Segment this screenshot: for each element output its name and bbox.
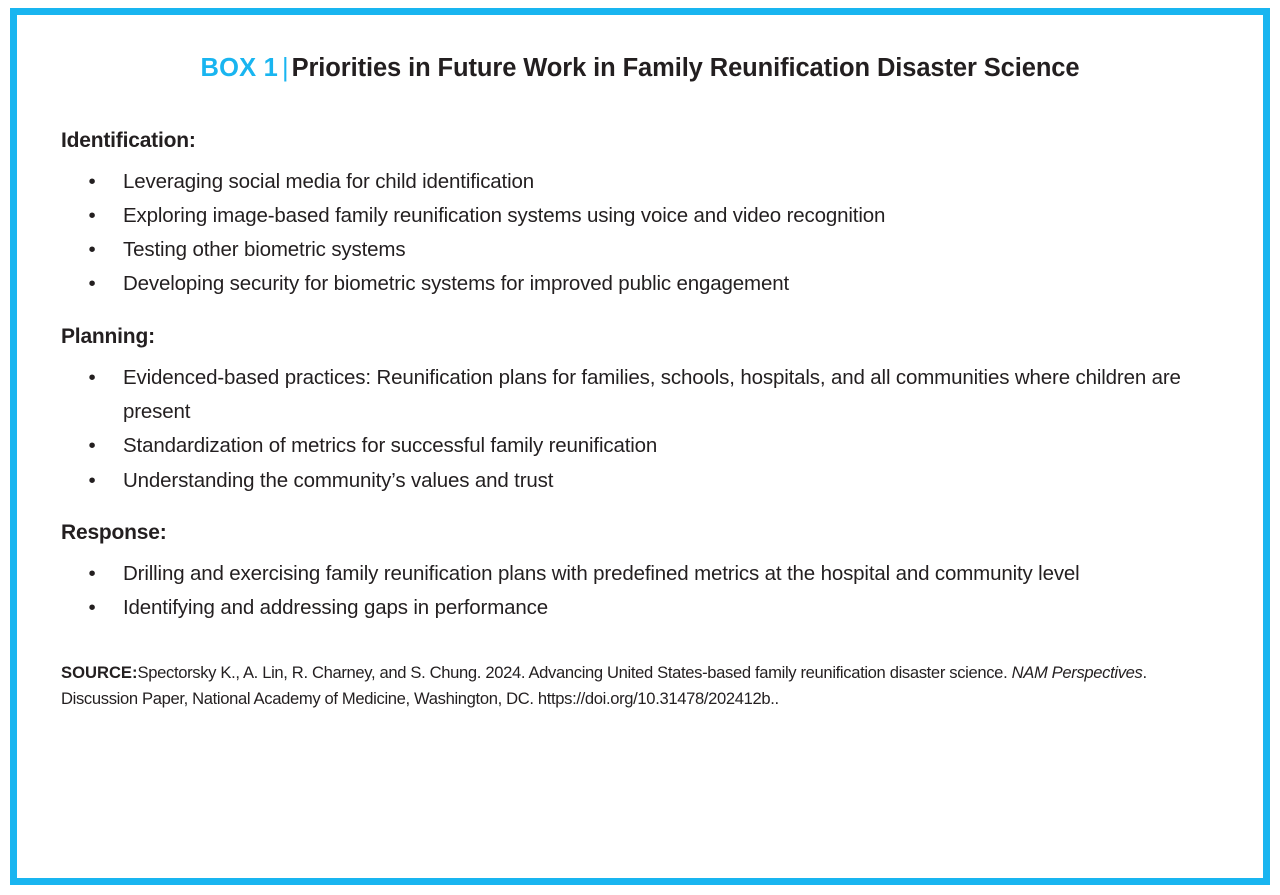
- callout-box: [10, 8, 1270, 885]
- list-item-text: Developing security for biometric systems for improved public engagement: [123, 272, 790, 296]
- bullet-list-planning: [61, 361, 1219, 498]
- list-item: [61, 233, 1219, 267]
- bullet-list-response: [61, 557, 1219, 625]
- source-citation: [61, 660, 1219, 714]
- list-item: [61, 267, 1219, 301]
- list-item-text: Testing other biometric systems: [123, 238, 406, 262]
- source-text-part2: . Discussion Paper, National Academy of Medicine, Washington, DC. https://doi.org/10.31478/202412b..: [61, 662, 1147, 709]
- bullet-icon: •: [88, 468, 96, 492]
- bullet-icon: •: [88, 434, 96, 458]
- list-item-text: Exploring image-based family reunification systems using voice and video recognition: [123, 204, 886, 228]
- bullet-list-identification: [61, 165, 1219, 302]
- bullet-icon: •: [88, 365, 96, 389]
- section-identification: [61, 128, 1219, 302]
- bullet-icon: •: [88, 238, 96, 262]
- list-item: [61, 199, 1219, 233]
- list-item-text: Standardization of metrics for successful family reunification: [123, 434, 658, 458]
- box-title: [61, 53, 1219, 84]
- list-item-text: Drilling and exercising family reunification plans with predefined metrics at the hospital and community level: [123, 562, 1080, 586]
- section-heading: Planning:: [61, 324, 155, 348]
- source-label: SOURCE:: [61, 662, 138, 682]
- list-item-text: Evidenced-based practices: Reunification plans for families, schools, hospitals, and all communities where children are present: [123, 365, 1181, 424]
- list-item: [61, 165, 1219, 199]
- source-text-part1: Spectorsky K., A. Lin, R. Charney, and S. Chung. 2024. Advancing United States-based family reunification disaster science.: [137, 662, 1012, 682]
- section-heading: Identification:: [61, 128, 196, 152]
- source-journal-name: NAM Perspectives: [1011, 662, 1143, 682]
- list-item: [61, 557, 1219, 591]
- list-item-text: Leveraging social media for child identification: [123, 169, 535, 193]
- box-title-separator: |: [282, 54, 289, 82]
- list-item-text: Understanding the community’s values and trust: [123, 468, 554, 492]
- list-item: [61, 464, 1219, 498]
- section-response: [61, 520, 1219, 626]
- bullet-icon: •: [88, 596, 96, 620]
- box-title-text: Priorities in Future Work in Family Reunification Disaster Science: [291, 54, 1080, 82]
- list-item-text: Identifying and addressing gaps in performance: [123, 596, 549, 620]
- bullet-icon: •: [88, 272, 96, 296]
- list-item: [61, 429, 1219, 463]
- list-item: [61, 361, 1219, 429]
- bullet-icon: •: [88, 169, 96, 193]
- box-content: [61, 128, 1219, 714]
- list-item: [61, 591, 1219, 625]
- box-number-label: BOX 1: [200, 54, 279, 82]
- bullet-icon: •: [88, 562, 96, 586]
- section-heading: Response:: [61, 520, 167, 544]
- bullet-icon: •: [88, 204, 96, 228]
- section-planning: [61, 324, 1219, 498]
